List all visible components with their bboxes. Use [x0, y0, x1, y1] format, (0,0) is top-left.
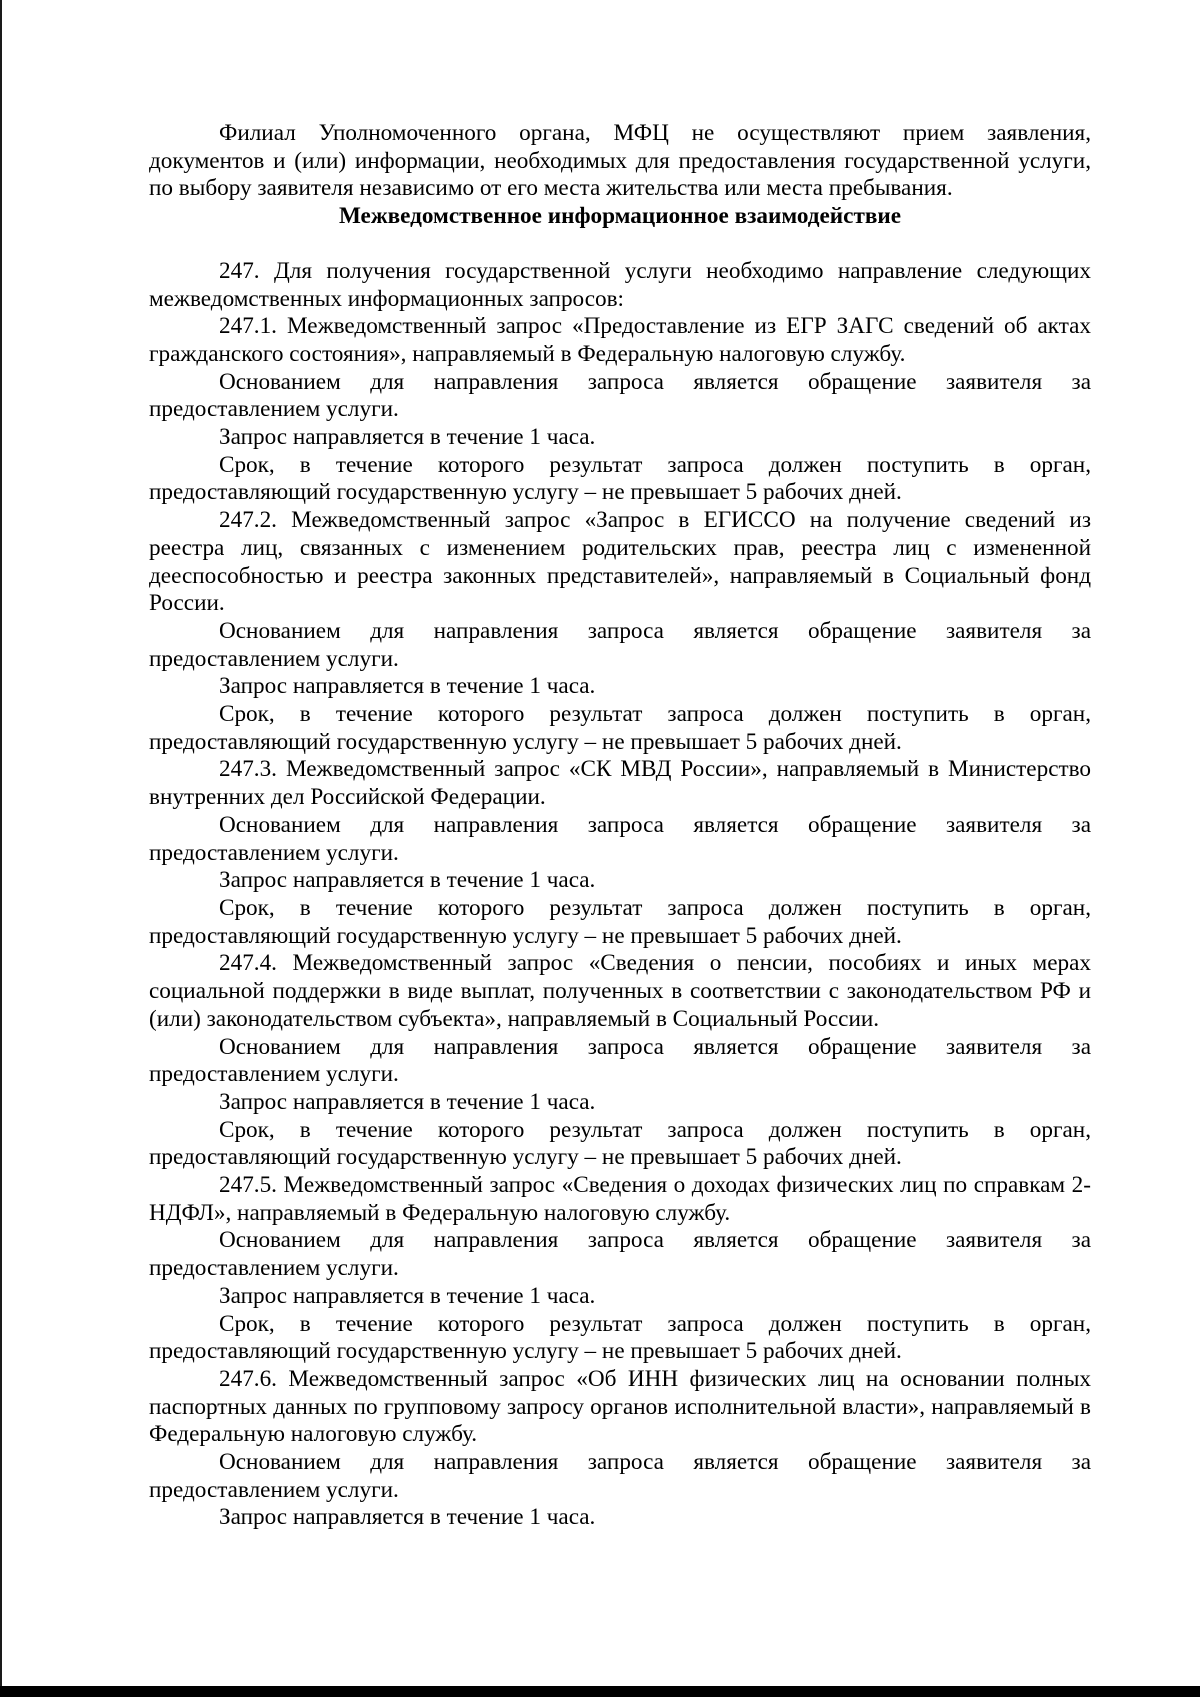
paragraph-247-2: 247.2. Межведомственный запрос «Запрос в ЕГИССО на получение сведений из реестра лиц, связанных с изменением родительских прав, реестра лиц с измененной дееспособностью и реестра законных представителей», направляемый в Социальный фонд России. — [149, 507, 1091, 617]
section-heading: Межведомственное информационное взаимодействие — [338, 203, 902, 230]
paragraph-247-1-send-time: Запрос направляется в течение 1 часа. — [219, 424, 596, 451]
paragraph-247-5: 247.5. Межведомственный запрос «Сведения о доходах физических лиц по справкам 2-НДФЛ», направляемый в Федеральную налоговую службу. — [149, 1172, 1091, 1226]
paragraph-247-6: 247.6. Межведомственный запрос «Об ИНН физических лиц на основании полных паспортных данных по групповому запросу органов исполнительной власти», направляемый в Федеральную налоговую службу. — [149, 1365, 1091, 1448]
paragraph-247-1-deadline: Срок, в течение которого результат запроса должен поступить в орган, предоставляющий государственную услугу – не превышает 5 рабочих дней. — [149, 451, 1091, 506]
document-body — [149, 120, 1091, 1532]
scan-edge-bottom — [0, 1686, 1200, 1697]
paragraph-247-1: 247.1. Межведомственный запрос «Предоставление из ЕГР ЗАГС сведений об актах гражданского состояния», направляемый в Федеральную налоговую службу. — [149, 313, 1091, 367]
paragraph-247-3: 247.3. Межведомственный запрос «СК МВД России», направляемый в Министерство внутренних дел Российской Федерации. — [149, 756, 1091, 811]
paragraph-247-5-deadline: Срок, в течение которого результат запроса должен поступить в орган, предоставляющий государственную услугу – не превышает 5 рабочих дней. — [149, 1310, 1091, 1365]
paragraph-247-6-basis: Основанием для направления запроса является обращение заявителя за предоставлением услуги. — [149, 1449, 1091, 1503]
paragraph-247-2-deadline: Срок, в течение которого результат запроса должен поступить в орган, предоставляющий государственную услугу – не превышает 5 рабочих дней. — [149, 701, 1091, 755]
paragraph-247-3-send-time: Запрос направляется в течение 1 часа. — [219, 867, 596, 894]
paragraph-247: 247. Для получения государственной услуги необходимо направление следующих межведомственных информационных запросов: — [149, 257, 1091, 312]
paragraph-247-4-basis: Основанием для направления запроса является обращение заявителя за предоставлением услуги. — [149, 1033, 1091, 1088]
scan-edge-left — [0, 0, 2, 1686]
paragraph-247-4-send-time: Запрос направляется в течение 1 часа. — [219, 1088, 596, 1115]
intro-paragraph: Филиал Уполномоченного органа, МФЦ не осуществляют прием заявления, документов и (или) информации, необходимых для предоставления государственной услуги, по выбору заявителя независимо от его места жительства или места пребывания. — [149, 120, 1091, 202]
paragraph-247-5-send-time: Запрос направляется в течение 1 часа. — [219, 1282, 596, 1309]
paragraph-247-2-send-time: Запрос направляется в течение 1 часа. — [219, 673, 596, 700]
paragraph-247-3-deadline: Срок, в течение которого результат запроса должен поступить в орган, предоставляющий государственную услугу – не превышает 5 рабочих дней. — [149, 894, 1091, 949]
paragraph-247-6-send-time: Запрос направляется в течение 1 часа. — [219, 1504, 596, 1531]
paragraph-247-3-basis: Основанием для направления запроса является обращение заявителя за предоставлением услуги. — [149, 811, 1091, 866]
paragraph-247-5-basis: Основанием для направления запроса является обращение заявителя за предоставлением услуги. — [149, 1227, 1091, 1282]
paragraph-247-1-basis: Основанием для направления запроса является обращение заявителя за предоставлением услуги. — [149, 368, 1091, 423]
paragraph-247-2-basis: Основанием для направления запроса является обращение заявителя за предоставлением услуги. — [149, 617, 1091, 672]
paragraph-247-4-deadline: Срок, в течение которого результат запроса должен поступить в орган, предоставляющий государственную услугу – не превышает 5 рабочих дней. — [149, 1116, 1091, 1171]
paragraph-247-4: 247.4. Межведомственный запрос «Сведения о пенсии, пособиях и иных мерах социальной поддержки в виде выплат, полученных в соответствии с законодательством РФ и (или) законодательством субъекта», направляемый в Социальный России. — [149, 950, 1091, 1032]
